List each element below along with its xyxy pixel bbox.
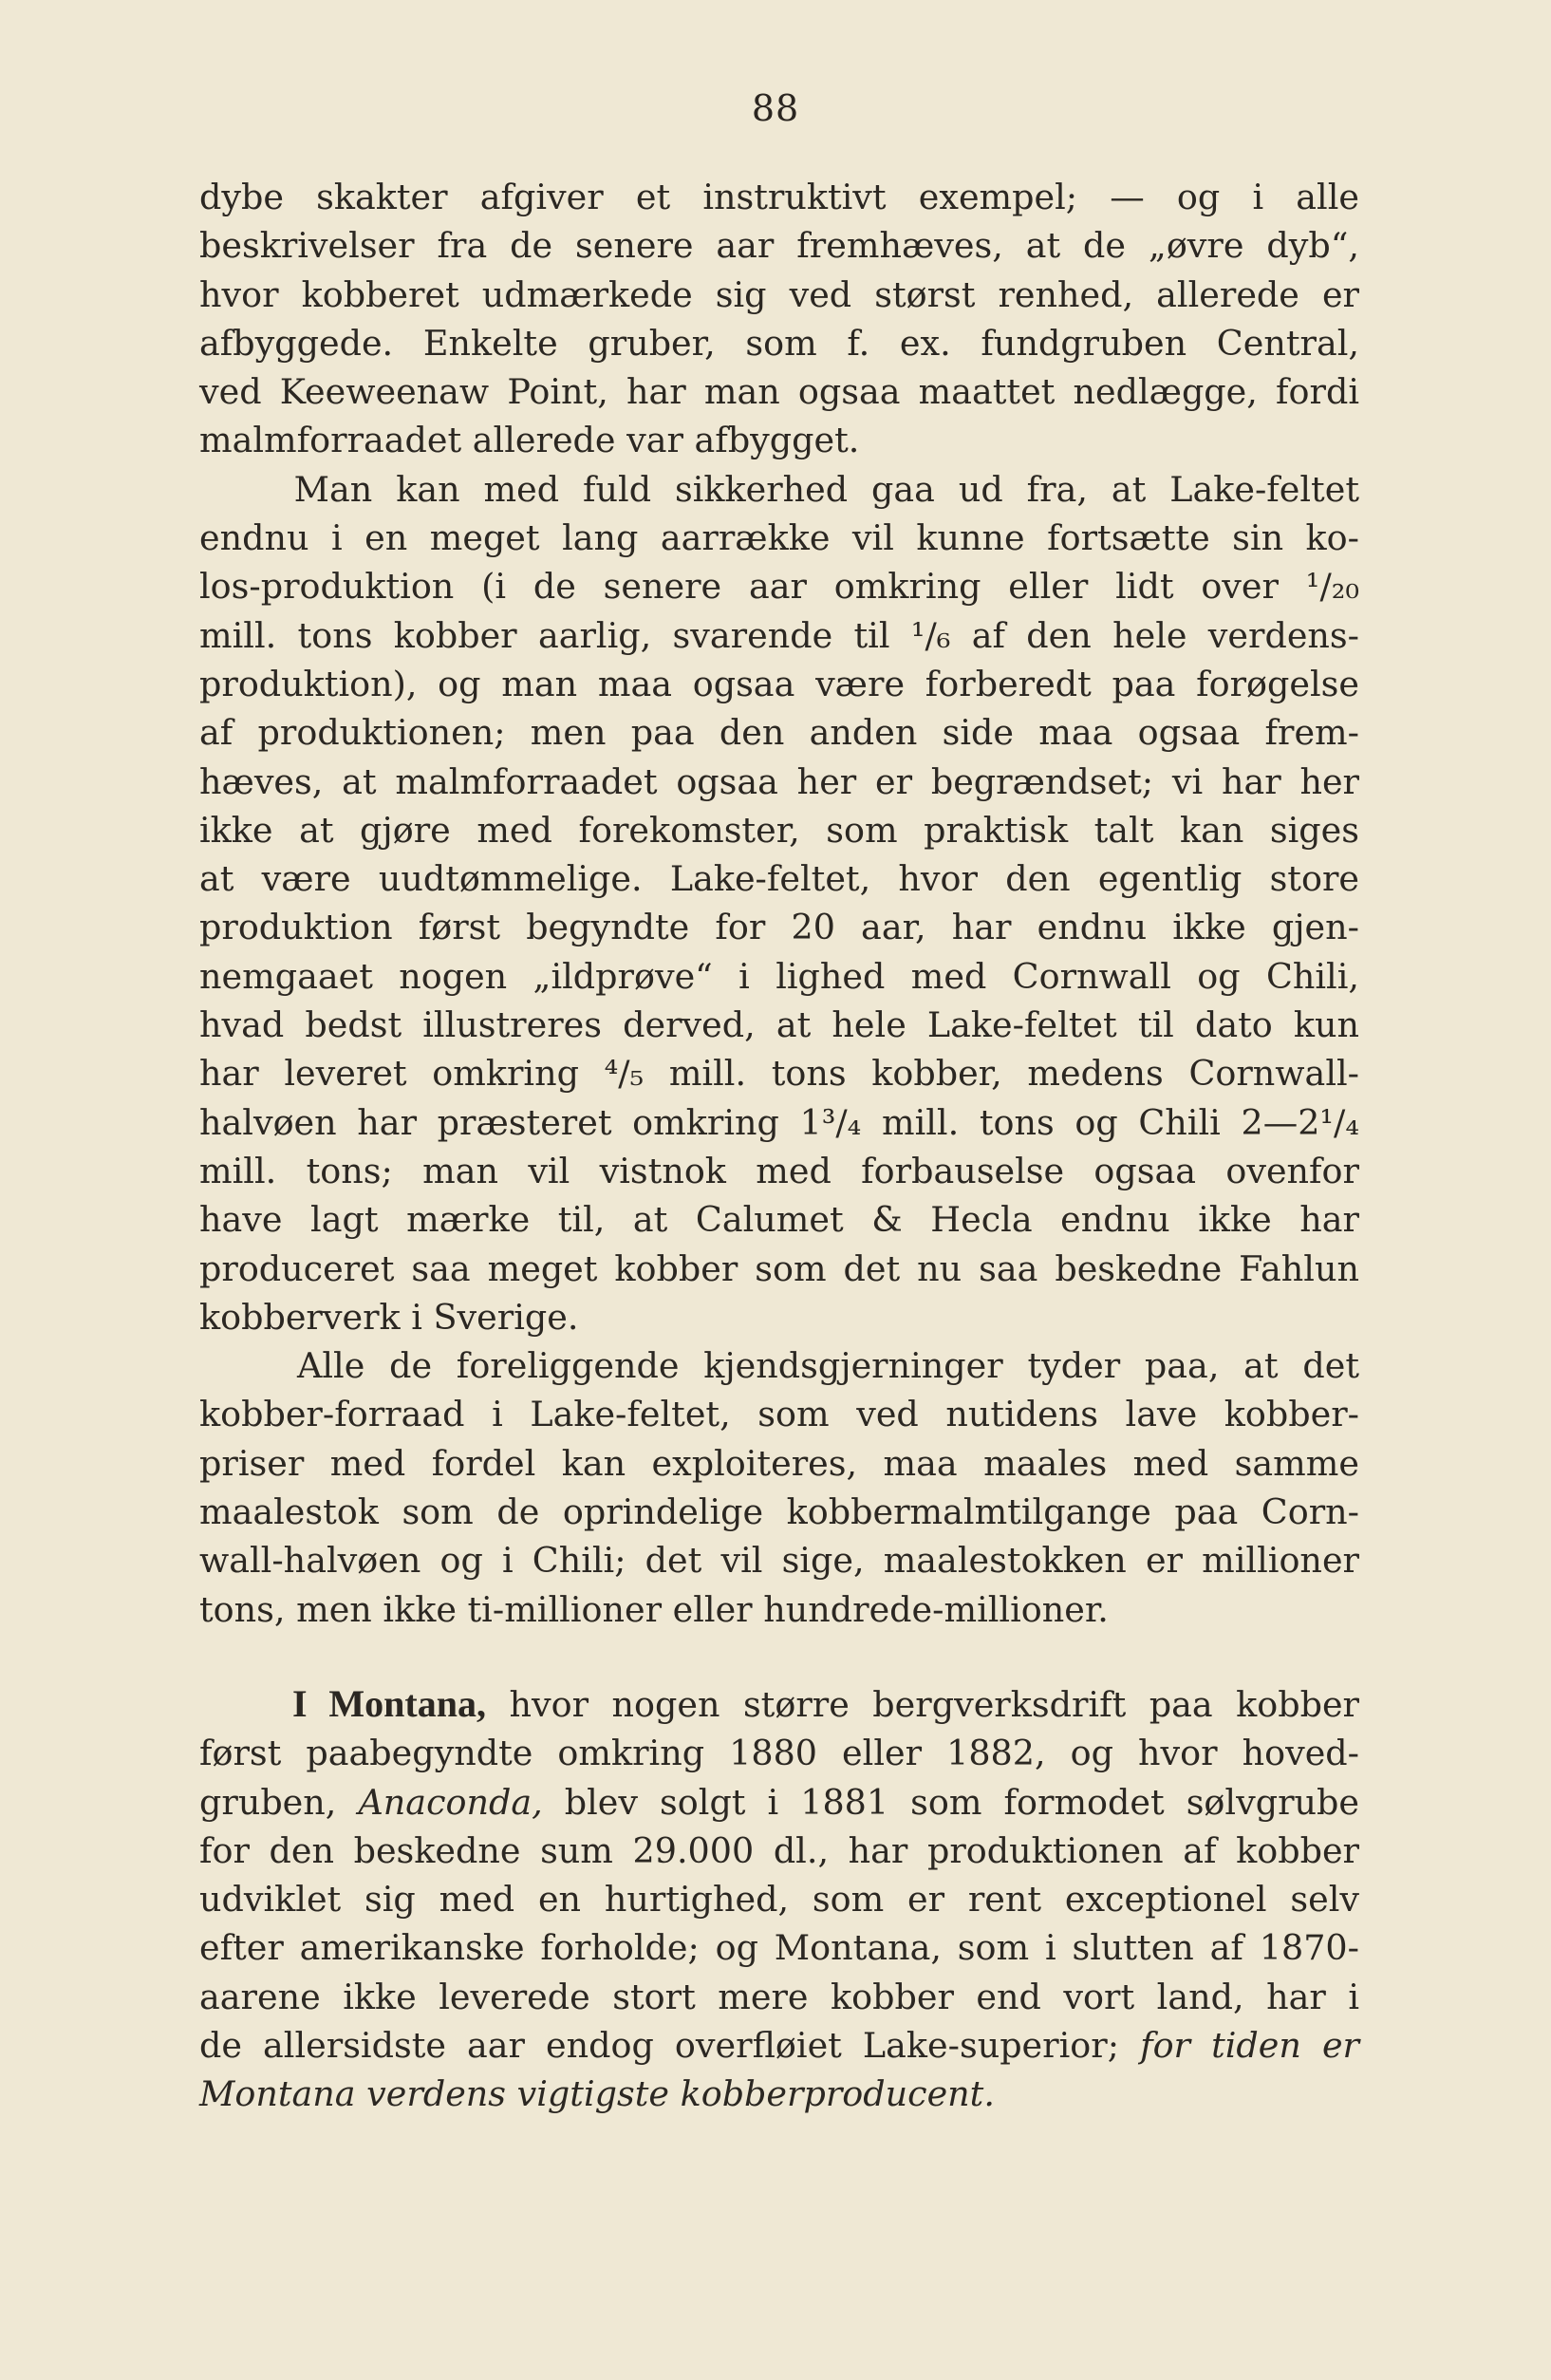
text-line: produktion), og man maa ogsaa være forberedt paa forøgelse [199,663,1359,704]
text-line: endnu i en meget lang aarrække vil kunne fortsætte sin ko- [199,517,1359,559]
text-line: beskrivelser fra de senere aar fremhæves, at de „øvre dyb“, [199,225,1359,267]
text-line [199,2021,1359,2070]
page-number: 88 [751,87,800,129]
text-line: aarene ikke leverede stort mere kobber end vort land, har i [199,1976,1359,2017]
text-line: hæves, at malmforraadet ogsaa her er begrændset; vi har her [199,760,1359,802]
text-line: efter amerikanske forholde; og Montana, som i slutten af 1870- [199,1927,1359,1969]
text-line: først paabegyndte omkring 1880 eller 1882, og hvor hoved- [199,1733,1359,1774]
text-line: priser med fordel kan exploiteres, maa maales med samme [199,1442,1359,1484]
text-fragment: hvor nogen større bergverksdrift paa kobber [485,1683,1359,1725]
text-line: halvøen har præsteret omkring 1³/₄ mill. tons og Chili 2—2¹/₄ [199,1101,1359,1143]
text-line: mill. tons kobber aarlig, svarende til ¹/₆ af den hele verdens- [199,614,1359,656]
text-line [199,1679,1359,1729]
emphasis-anaconda: Anaconda, [358,1781,543,1823]
text-line: Alle de foreliggende kjendsgjerninger tyder paa, at det [199,1345,1359,1387]
text-fragment: blev solgt i 1881 som formodet sølvgrube [542,1781,1359,1823]
text-line: los-produktion (i de senere aar omkring eller lidt over ¹/₂₀ [199,566,1359,608]
paragraph-1 [199,173,1359,465]
text-line: har leveret omkring ⁴/₅ mill. tons kobber, medens Cornwall- [199,1053,1359,1095]
text-line: for den beskedne sum 29.000 dl., har produktionen af kobber [199,1829,1359,1871]
text-line: udviklet sig med en hurtighed, som er rent exceptionel selv [199,1879,1359,1921]
text-line: kobber-forraad i Lake-feltet, som ved nutidens lave kobber- [199,1394,1359,1435]
text-fragment: gruben, [199,1781,359,1823]
text-line: malmforraadet allerede var afbygget. [199,420,860,461]
paragraph-3 [199,1341,1359,1634]
paragraph-2 [199,465,1359,1341]
text-line: ikke at gjøre med forekomster, som praktisk talt kan siges [199,809,1359,851]
section-heading: I Montana, [291,1681,486,1725]
text-line: hvad bedst illustreres derved, at hele Lake-feltet til dato kun [199,1004,1359,1046]
body-text [199,173,1359,2119]
text-line: hvor kobberet udmærkede sig ved størst renhed, allerede er [199,273,1359,315]
text-line: maalestok som de oprindelige kobbermalmtilgange paa Corn- [199,1491,1359,1533]
text-line: ved Keeweenaw Point, har man ogsaa maattet nedlægge, fordi [199,371,1359,413]
text-line: produktion først begyndte for 20 aar, har endnu ikke gjen- [199,907,1359,948]
text-line: have lagt mærke til, at Calumet & Hecla endnu ikke har [199,1199,1359,1241]
text-line: at være uudtømmelige. Lake-feltet, hvor den egentlig store [199,858,1359,900]
text-line: dybe skakter afgiver et instruktivt exempel; — og i alle [199,177,1359,217]
text-line [199,1778,1359,1827]
text-line: Man kan med fuld sikkerhed gaa ud fra, at Lake-feltet [199,468,1359,510]
text-line: af produktionen; men paa den anden side maa ogsaa frem- [199,712,1359,754]
text-fragment: de allersidste aar endog overfløiet Lake-superior; [199,2024,1141,2066]
text-line: mill. tons; man vil vistnok med forbauselse ogsaa ovenfor [199,1150,1359,1191]
paragraph-montana [199,1679,1359,2119]
text-line: tons, men ikke ti-millioner eller hundrede-millioner. [199,1588,1109,1630]
emphasis-text: for tiden er [1140,2024,1360,2066]
text-line: afbyggede. Enkelte gruber, som f. ex. fundgruben Central, [199,322,1359,364]
section-gap [199,1634,1359,1679]
text-line: nemgaaet nogen „ildprøve“ i lighed med Cornwall og Chili, [199,955,1359,997]
text-line: wall-halvøen og i Chili; det vil sige, maalestokken er millioner [199,1540,1359,1582]
text-line: kobberverk i Sverige. [199,1296,579,1338]
text-line: produceret saa meget kobber som det nu saa beskedne Fahlun [199,1247,1359,1289]
emphasis-final-line: Montana verdens vigtigste kobberproducent. [199,2073,995,2115]
